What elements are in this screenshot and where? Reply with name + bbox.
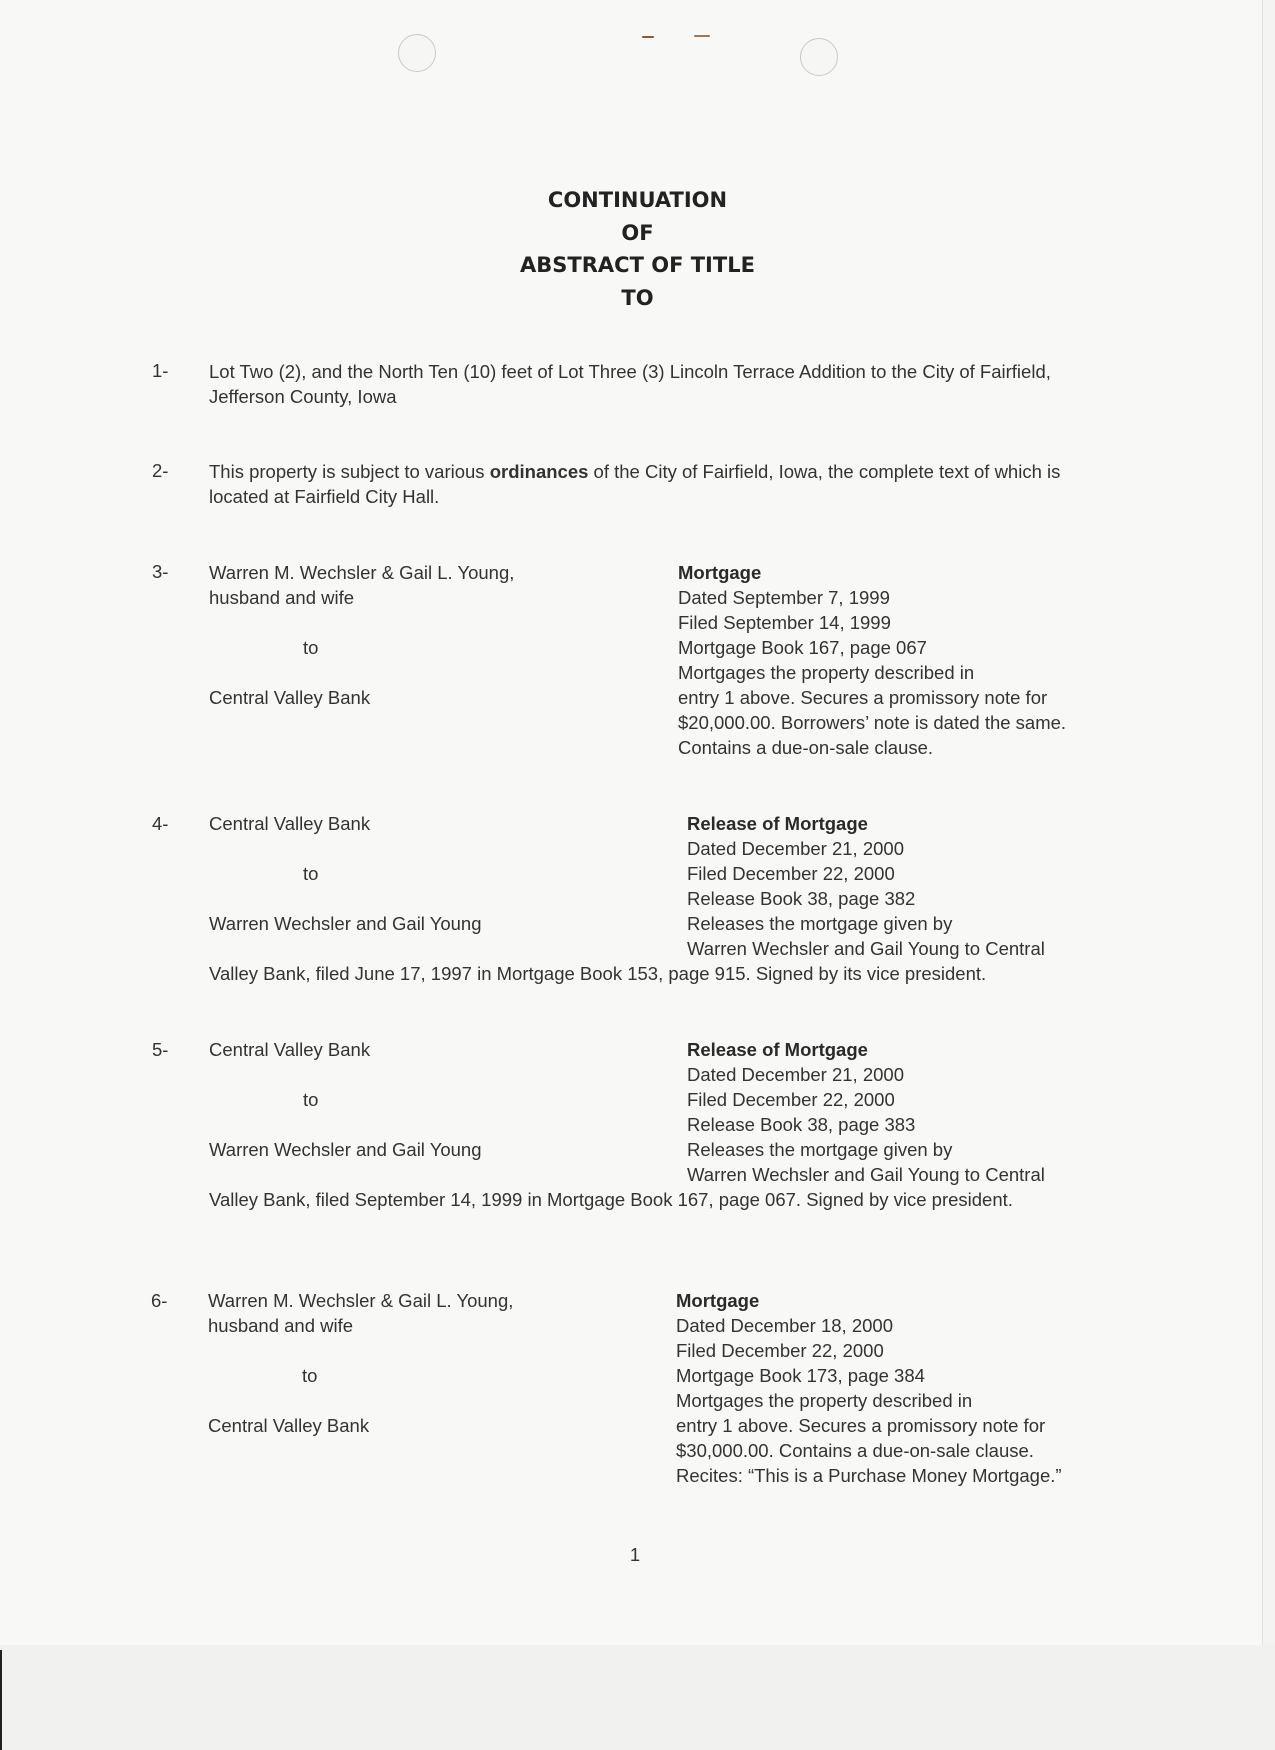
title-line: ABSTRACT OF TITLE: [520, 253, 755, 277]
instrument-detail: Releases the mortgage given by: [687, 913, 953, 934]
entry-2-text-after: of the City of Fairfield, Iowa, the complete text of which is located at Fairfield City Hall.: [209, 461, 1061, 507]
grantor: Central Valley Bank: [209, 1039, 371, 1060]
page-number: 1: [629, 1544, 641, 1565]
entry-number: 4-: [152, 813, 169, 834]
entry-2-text-bold: ordinances: [489, 461, 589, 482]
to-label: to: [302, 1365, 318, 1386]
instrument-heading: Mortgage: [678, 562, 762, 583]
scanner-edge: [0, 1650, 2, 1750]
grantee: Warren Wechsler and Gail Young: [209, 1139, 482, 1160]
title-line: OF: [621, 220, 654, 245]
grantee: Central Valley Bank: [209, 687, 371, 708]
spacer: [209, 610, 514, 635]
title-line: TO: [621, 285, 654, 310]
spacer: [209, 1062, 482, 1087]
instrument-detail: Filed December 22, 2000: [676, 1340, 884, 1361]
document-title: [0, 184, 1275, 314]
instrument-detail: Dated December 21, 2000: [687, 1064, 904, 1085]
entry-5-instrument: [687, 1037, 1045, 1187]
instrument-detail: Filed December 22, 2000: [687, 1089, 895, 1110]
instrument-detail: entry 1 above. Secures a promissory note for: [678, 687, 1048, 708]
spacer: [208, 1338, 513, 1363]
entry-number: 6-: [151, 1290, 168, 1311]
instrument-detail: entry 1 above. Secures a promissory note for: [676, 1415, 1046, 1436]
instrument-detail: Filed December 22, 2000: [687, 863, 895, 884]
grantor-relation: husband and wife: [208, 1315, 354, 1336]
entry-number: 3-: [152, 561, 169, 582]
instrument-detail: Dated December 21, 2000: [687, 838, 904, 859]
grantor: Central Valley Bank: [209, 813, 371, 834]
instrument-heading: Release of Mortgage: [687, 813, 868, 834]
instrument-detail: Filed September 14, 1999: [678, 612, 891, 633]
grantee: Central Valley Bank: [208, 1415, 370, 1436]
to-label: to: [303, 863, 319, 884]
title-line: CONTINUATION: [547, 188, 728, 212]
grantor-relation: husband and wife: [209, 587, 355, 608]
spacer: [209, 660, 514, 685]
paper-mark: [694, 35, 710, 37]
entry-3-instrument: [678, 560, 1066, 760]
entry-4-parties: [209, 811, 482, 936]
entry-5-continuation: Valley Bank, filed September 14, 1999 in Mortgage Book 167, page 067. Signed by vice president.: [209, 1189, 1013, 1210]
to-label: to: [303, 1089, 319, 1110]
instrument-detail: $20,000.00. Borrowers’ note is dated the same.: [678, 712, 1067, 733]
instrument-detail: Mortgage Book 167, page 067: [678, 637, 927, 658]
instrument-detail: Dated December 18, 2000: [676, 1315, 893, 1336]
spacer: [208, 1388, 513, 1413]
instrument-detail: Recites: “This is a Purchase Money Mortgage.”: [676, 1465, 1062, 1486]
instrument-heading: Release of Mortgage: [687, 1039, 868, 1060]
paper-mark: [642, 36, 654, 38]
instrument-detail: Mortgages the property described in: [676, 1390, 973, 1411]
entry-4-continuation: Valley Bank, filed June 17, 1997 in Mortgage Book 153, page 915. Signed by its vice president.: [209, 963, 987, 984]
to-label: to: [303, 637, 319, 658]
grantor: Warren M. Wechsler & Gail L. Young,: [209, 562, 515, 583]
instrument-detail: Contains a due-on-sale clause.: [678, 737, 934, 758]
instrument-detail: Warren Wechsler and Gail Young to Central: [687, 938, 1045, 959]
scanner-background: [0, 1645, 1275, 1750]
punch-hole-right: [800, 38, 838, 76]
entry-1-legal-description: Lot Two (2), and the North Ten (10) feet of Lot Three (3) Lincoln Terrace Addition to the City of Fairfield, Jefferson County, Iowa: [209, 361, 1051, 407]
entry-number: 2-: [152, 460, 169, 481]
grantee: Warren Wechsler and Gail Young: [209, 913, 482, 934]
grantor: Warren M. Wechsler & Gail L. Young,: [208, 1290, 514, 1311]
entry-2-ordinances-note: [209, 459, 1099, 509]
entry-3-parties: [209, 560, 514, 710]
entry-number: 1-: [152, 360, 169, 381]
instrument-detail: Mortgage Book 173, page 384: [676, 1365, 925, 1386]
instrument-detail: Dated September 7, 1999: [678, 587, 890, 608]
spacer: [209, 836, 482, 861]
instrument-detail: Warren Wechsler and Gail Young to Central: [687, 1164, 1045, 1185]
entry-2-text-before: This property is subject to various: [209, 461, 490, 482]
spacer: [209, 886, 482, 911]
entry-4-instrument: [687, 811, 1045, 961]
instrument-heading: Mortgage: [676, 1290, 760, 1311]
instrument-detail: Release Book 38, page 383: [687, 1114, 916, 1135]
instrument-detail: Releases the mortgage given by: [687, 1139, 953, 1160]
instrument-detail: $30,000.00. Contains a due-on-sale clause.: [676, 1440, 1034, 1461]
entry-number: 5-: [152, 1039, 169, 1060]
punch-hole-left: [398, 34, 436, 72]
instrument-detail: Release Book 38, page 382: [687, 888, 916, 909]
entry-5-parties: [209, 1037, 482, 1162]
instrument-detail: Mortgages the property described in: [678, 662, 975, 683]
entry-6-instrument: [676, 1288, 1062, 1488]
entry-6-parties: [208, 1288, 513, 1438]
spacer: [209, 1112, 482, 1137]
